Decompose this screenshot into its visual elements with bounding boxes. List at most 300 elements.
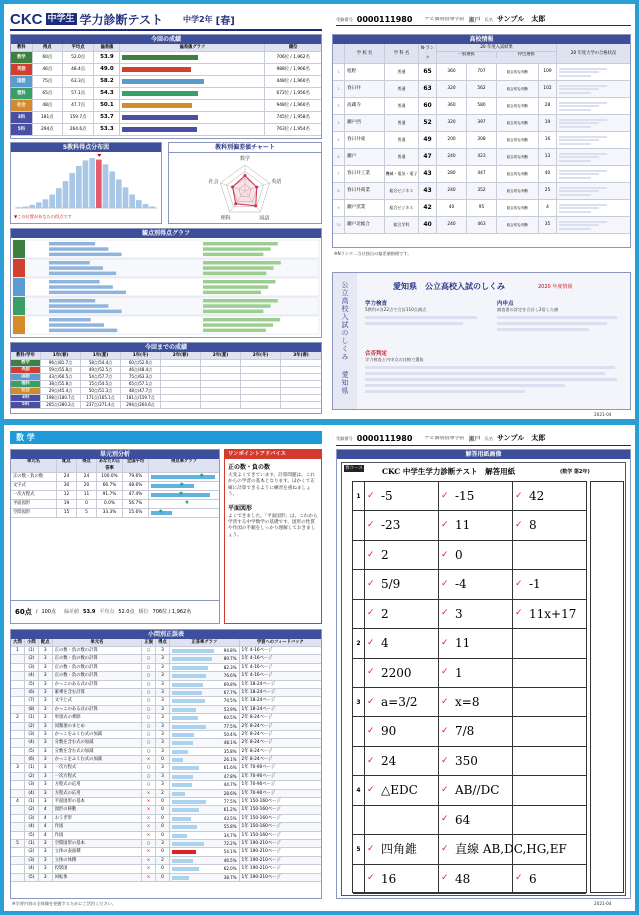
score-col-1: 得点	[33, 44, 63, 51]
score-value: 48点	[33, 100, 63, 111]
history-value: 65点/57.1点	[121, 381, 161, 387]
score-value: 65点	[33, 88, 63, 99]
answer-row	[353, 806, 586, 835]
rank-value: 706位 / 1,962名	[152, 609, 192, 615]
distribution-bar	[56, 188, 62, 208]
question-bar-left	[49, 280, 100, 284]
check-mark-icon: ✓	[367, 843, 375, 854]
check-mark-icon: ✓	[367, 755, 375, 766]
radar-point	[255, 186, 258, 189]
classroom-label-2: 瀬戸	[468, 435, 481, 443]
detail-bar	[172, 766, 199, 770]
detail-graph	[170, 815, 240, 822]
check-mark-icon: ✓	[367, 490, 375, 501]
detail-cell-4: ○	[142, 647, 156, 654]
question-bar-right	[203, 253, 263, 257]
check-mark-icon: ✓	[367, 784, 375, 795]
check-mark-icon: ✓	[441, 873, 449, 884]
answer-sheet-panel	[336, 449, 631, 899]
hs-course: 普通	[385, 64, 419, 80]
hs-nrank: 63	[419, 81, 437, 97]
detail-bar	[172, 725, 206, 729]
score-deviation: 54.3	[94, 88, 120, 99]
detail-bar	[172, 699, 205, 703]
detail-pct: 28.6%	[223, 790, 237, 796]
answer-grid	[352, 481, 587, 893]
detail-feedback: 2年 8-24ページ	[241, 723, 273, 729]
history-col-7: 3年(春)	[293, 353, 309, 358]
advice-panel	[224, 449, 322, 624]
hs-rownum: 8	[333, 183, 345, 199]
history-value: 43点/60.5点	[41, 374, 81, 380]
hs-col-general: 一般選抜	[457, 52, 475, 57]
detail-cell-3: 方程式の応用	[53, 790, 142, 797]
detail-cell-0	[11, 681, 25, 688]
hs-university-line	[559, 136, 607, 138]
hs-special: 総合的な判断	[497, 98, 539, 114]
hs-col-special: 特色選抜	[517, 52, 535, 57]
detail-graph	[170, 647, 240, 654]
dev-bar	[122, 91, 198, 96]
history-table	[10, 342, 322, 414]
detail-cell-1: (2)	[25, 655, 39, 662]
history-value: 171点/165.1点	[81, 395, 121, 401]
answer-cell	[365, 747, 439, 775]
radar-label: 英語	[271, 178, 282, 185]
detail-cell-4: ×	[142, 790, 156, 797]
detail-row	[11, 664, 321, 672]
history-value: 75点/63.3点	[121, 374, 161, 380]
answer-cell	[439, 776, 513, 804]
history-empty	[281, 367, 321, 373]
aichi-side-title: 公立高校入試のしくみ	[341, 281, 349, 361]
detail-cell-5: 3	[156, 664, 170, 671]
question-graph-panel	[10, 228, 322, 338]
distribution-bar	[16, 207, 22, 208]
history-subject: 数学	[11, 360, 41, 366]
detail-pct: 35.8%	[223, 748, 237, 754]
student-id: 0000111980	[356, 14, 413, 24]
detail-bar	[172, 733, 194, 737]
score-average: 159.7点	[63, 112, 95, 123]
hs-general-app: 352	[467, 183, 497, 199]
student-header	[336, 14, 631, 24]
radar-point	[254, 204, 257, 207]
question-bar-right	[203, 285, 268, 289]
analysis-col-5: 得点率グラフ	[171, 459, 197, 464]
question-bar-right	[203, 291, 261, 295]
hs-university-line	[559, 221, 607, 223]
detail-cell-5: 3	[156, 681, 170, 688]
footer-2: 2021-04	[594, 901, 612, 906]
answer-cell	[365, 659, 439, 687]
radar-point	[244, 174, 247, 177]
detail-cell-0	[11, 664, 25, 671]
dev-graph-cell	[120, 88, 265, 99]
aichi-h1: 学力検査	[365, 301, 388, 307]
answer-sheet-grade: (数学 第2年)	[560, 469, 590, 475]
hs-university-line	[559, 194, 591, 196]
question-subject-tab	[13, 297, 25, 315]
detail-cell-5: 0	[156, 865, 170, 872]
question-graph-title: 観点別得点グラフ	[11, 229, 321, 238]
detail-cell-2: 3	[39, 874, 53, 881]
detail-row	[11, 647, 321, 655]
answer-cell	[365, 717, 439, 745]
distribution-bar	[23, 206, 29, 208]
analysis-full: 30	[57, 482, 77, 490]
hs-general-app: 447	[467, 166, 497, 182]
detail-graph	[170, 681, 240, 688]
score-value: 181点	[33, 112, 63, 123]
answer-cell	[439, 747, 513, 775]
detail-cell-3: 投影図	[53, 865, 142, 872]
detail-cell-3: 一次方程式	[53, 764, 142, 771]
score-rank: 745位 / 1,958名	[276, 115, 310, 120]
history-col-0: 教科/学年	[11, 352, 41, 359]
detail-feedback: 1年 4-16ページ	[241, 656, 273, 662]
detail-cell-0: 4	[11, 798, 25, 805]
detail-feedback: 2年 8-24ページ	[241, 748, 273, 754]
detail-cell-2: 3	[39, 764, 53, 771]
answer-row	[353, 747, 586, 776]
history-empty	[201, 367, 241, 373]
aichi-text2: 調査書の評定を合計し2倍した値	[497, 307, 559, 312]
question-bar-left	[49, 247, 108, 251]
rank-label: 順位	[138, 609, 149, 615]
detail-cell-4: ○	[142, 681, 156, 688]
history-subject: 5科	[11, 402, 41, 408]
score-subject: 5科	[11, 124, 33, 135]
detail-feedback: 1年 190-210ページ	[241, 849, 281, 855]
highschool-body	[333, 64, 630, 234]
detail-cell-5: 0	[156, 874, 170, 881]
answer-row	[353, 688, 586, 717]
detail-pct: 62.0%	[223, 866, 237, 872]
history-empty	[161, 402, 201, 408]
detail-bar	[172, 741, 193, 745]
term-label: [春]	[215, 15, 235, 27]
hs-general-cap: 320	[437, 115, 467, 131]
detail-col-5: 得点	[156, 639, 170, 646]
detail-cell-3: 一次方程式	[53, 773, 142, 780]
detail-graph	[170, 790, 240, 797]
detail-feedback: 1年 190-210ページ	[241, 874, 281, 880]
aichi-lines2	[497, 313, 623, 331]
hs-course: 総合ビジネス	[385, 183, 419, 199]
hs-general-cap: 40	[437, 200, 467, 216]
history-row	[11, 360, 321, 367]
detail-bar	[172, 859, 193, 863]
handwritten-answer: 2	[381, 547, 389, 562]
check-mark-icon: ✓	[441, 667, 449, 678]
analysis-got: 0	[77, 500, 97, 508]
analysis-unit: 文字式	[11, 482, 57, 490]
hs-university-line	[559, 126, 591, 128]
radar-point	[234, 202, 237, 205]
answer-cell	[513, 717, 586, 745]
answer-sheet-image	[341, 462, 626, 896]
answer-question-no	[353, 865, 365, 893]
score-col-3: 偏差値	[94, 44, 120, 51]
detail-cell-2: 3	[39, 781, 53, 788]
detail-cell-0	[11, 874, 25, 881]
hs-university	[557, 98, 630, 114]
detail-cell-3: 正の数・負の数の計算	[53, 647, 142, 654]
hs-university-line	[559, 122, 599, 124]
detail-pct: 61.2%	[223, 807, 237, 813]
history-row	[11, 402, 321, 409]
history-value: 29点/45.4点	[41, 388, 81, 394]
detail-cell-2: 4	[39, 823, 53, 830]
history-col-4: 2年(春)	[161, 352, 201, 359]
check-mark-icon: ✓	[441, 608, 449, 619]
detail-cell-2: 3	[39, 714, 53, 721]
detail-cell-3: 方程式の応用	[53, 781, 142, 788]
answer-cell	[365, 511, 439, 539]
history-value: 59点/55.8点	[41, 367, 81, 373]
hs-university	[557, 132, 630, 148]
check-mark-icon: ✓	[367, 549, 375, 560]
detail-bar	[172, 825, 197, 829]
question-bar-right	[203, 318, 280, 322]
hs-rownum: 5	[333, 132, 345, 148]
detail-row	[11, 748, 321, 756]
avg-label: 平均点	[99, 609, 115, 615]
detail-cell-0	[11, 823, 25, 830]
aichi-lines1	[365, 313, 485, 325]
history-row	[11, 395, 321, 402]
score-value: 60点	[33, 52, 63, 63]
score-col-0: 教科	[11, 44, 33, 51]
hs-rownum: 9	[333, 200, 345, 216]
analysis-col-1: 配点	[57, 459, 77, 472]
score-subject: 社会	[11, 100, 33, 111]
answer-cell	[439, 835, 567, 863]
answer-row	[353, 511, 586, 540]
detail-cell-4: ○	[142, 672, 156, 679]
hs-course: 普通	[385, 132, 419, 148]
hs-nrank: 47	[419, 149, 437, 165]
detail-graph	[170, 714, 240, 721]
hs-university-line	[559, 170, 607, 172]
handwritten-answer: -5	[381, 489, 393, 503]
highschool-title: 高校情報	[333, 35, 630, 44]
detail-cell-0	[11, 756, 25, 763]
detail-cell-3: かっこをふくむ式の加減	[53, 731, 142, 738]
detail-graph	[170, 832, 240, 839]
answer-cell	[439, 511, 513, 539]
aichi-h2: 内申点	[497, 301, 514, 307]
hs-university-line	[559, 190, 599, 192]
dev-bar	[122, 115, 198, 120]
hs-general-app: 562	[467, 81, 497, 97]
distribution-bar	[83, 160, 89, 208]
dev-value: 53.9	[83, 608, 96, 615]
detail-cell-1: (2)	[25, 723, 39, 730]
question-bar-right	[203, 266, 274, 270]
detail-cell-4: ×	[142, 756, 156, 763]
subject-title: 数 学	[10, 431, 322, 444]
history-empty	[161, 367, 201, 373]
detail-cell-0: 2	[11, 714, 25, 721]
radar-title: 教科別偏差値チャート	[169, 143, 321, 153]
answer-question-no	[353, 600, 365, 628]
analysis-title: 単元別分析	[11, 450, 219, 459]
detail-cell-0	[11, 857, 25, 864]
student-id-2: 0000111980	[356, 433, 413, 443]
highschool-row	[333, 166, 630, 183]
detail-cell-0	[11, 689, 25, 696]
detail-row	[11, 672, 321, 680]
answer-cell	[513, 659, 586, 687]
analysis-mine: 0.0%	[97, 500, 123, 508]
history-empty	[201, 360, 241, 366]
highschool-row	[333, 132, 630, 149]
student-name: サンプル 太郎	[496, 15, 546, 23]
detail-cell-1: (4)	[25, 790, 39, 797]
distribution-bar	[149, 206, 155, 208]
answer-cell	[513, 600, 586, 628]
detail-cell-2: 3	[39, 773, 53, 780]
hs-special: 総合的な判断	[497, 132, 539, 148]
check-mark-icon: ✓	[367, 696, 375, 707]
detail-cell-5: 3	[156, 672, 170, 679]
hs-special-app: 25	[539, 183, 557, 199]
detail-cell-3: 正の数・負の数の計算	[53, 655, 142, 662]
detail-cell-1: (1)	[25, 647, 39, 654]
handwritten-answer: AB//DC	[455, 783, 500, 798]
detail-cell-5: 3	[156, 697, 170, 704]
history-title: 今回までの成績	[11, 343, 321, 352]
score-col-2: 平均点	[63, 44, 95, 51]
dev-bar	[122, 55, 198, 60]
radar-point	[231, 185, 234, 188]
detail-feedback: 1年 150-160ページ	[241, 815, 281, 821]
report-sheet-1	[4, 4, 635, 419]
score-rank: 948位 / 1,960名	[276, 103, 310, 108]
classroom-label: 瀬戸	[468, 16, 481, 24]
report-header	[10, 10, 235, 28]
detail-cell-3: 単項式の乗除	[53, 714, 142, 721]
history-empty	[161, 395, 201, 401]
detail-feedback: 1年 4-16ページ	[241, 664, 273, 670]
detail-cell-2: 3	[39, 790, 53, 797]
detail-cell-3: 文字と式	[53, 697, 142, 704]
history-value: 198点/180.7点	[41, 395, 81, 401]
hs-school: 瀬戸	[345, 149, 385, 165]
detail-graph	[170, 848, 240, 855]
answer-row	[353, 865, 586, 894]
detail-feedback: 1年 150-160ページ	[241, 799, 281, 805]
hs-general-app: 463	[467, 217, 497, 233]
handwritten-answer: 6	[529, 871, 537, 886]
question-subject-tab	[13, 278, 25, 296]
history-empty	[201, 374, 241, 380]
answer-row	[353, 659, 586, 688]
distribution-chart	[11, 152, 161, 214]
history-value: 50点/51.3点	[81, 388, 121, 394]
analysis-bar	[151, 475, 215, 479]
analysis-header	[11, 459, 219, 473]
hs-university-line	[559, 92, 591, 94]
answer-row	[353, 482, 586, 511]
hs-rownum: 2	[333, 81, 345, 97]
hs-nrank: 49	[419, 132, 437, 148]
hs-university	[557, 64, 630, 80]
detail-cell-3: 立体の体積	[53, 857, 142, 864]
detail-cell-1: (4)	[25, 739, 39, 746]
hs-university-line	[559, 109, 591, 111]
hs-general-cap: 200	[437, 132, 467, 148]
answer-cell	[513, 865, 586, 893]
detail-feedback: 2年 8-24ページ	[241, 731, 273, 737]
hs-special: 総合的な判断	[497, 217, 539, 233]
detail-pct: 43.5%	[223, 815, 237, 821]
handwritten-answer: 350	[455, 753, 478, 768]
check-mark-icon: ✓	[367, 578, 375, 589]
detail-cell-1: (5)	[25, 748, 39, 755]
history-empty	[281, 360, 321, 366]
detail-cell-2: 3	[39, 840, 53, 847]
question-bar-right	[203, 304, 271, 308]
handwritten-answer: 7/8	[455, 724, 475, 739]
detail-bar	[172, 817, 191, 821]
hs-university	[557, 217, 630, 233]
detail-cell-1: (7)	[25, 697, 39, 704]
detail-cell-4: ○	[142, 723, 156, 730]
score-value: 46点	[33, 64, 63, 75]
distribution-bar	[89, 158, 95, 208]
distribution-bar	[123, 187, 129, 208]
question-bar-right	[203, 329, 266, 333]
distribution-bar	[69, 173, 75, 208]
answer-cell	[439, 482, 513, 510]
detail-cell-3: 立体の表面積	[53, 848, 142, 855]
answer-cell	[513, 511, 586, 539]
detail-feedback: 1年 18-24ページ	[241, 681, 276, 687]
detail-cell-1: (1)	[25, 840, 39, 847]
student-header-2	[336, 433, 631, 443]
answer-cell	[439, 717, 513, 745]
detail-cell-0	[11, 790, 25, 797]
analysis-mine: 33.3%	[97, 509, 123, 517]
detail-row	[11, 773, 321, 781]
check-mark-icon: ✓	[441, 726, 449, 737]
detail-cell-0	[11, 815, 25, 822]
history-empty	[241, 367, 281, 373]
detail-cell-3: 分数を含む式の加減	[53, 739, 142, 746]
answer-cell	[365, 600, 439, 628]
distribution-note: ▼この位置があなたの得点です	[14, 214, 72, 219]
distribution-bar	[143, 204, 149, 208]
aichi-text1: 5教科×各22点で合計110点満点	[365, 307, 427, 312]
answer-row	[353, 835, 586, 864]
detail-pct: 67.7%	[223, 689, 237, 695]
advice-p2: よくできました。「平面図形」は、これから学習する中学数学の基礎です。図形の性質や作図の手順をしっかり理解しておきましょう。	[228, 513, 318, 538]
advice-h2: 平面図形	[228, 504, 253, 512]
detail-graph	[170, 865, 240, 872]
analysis-unit: 平面図形	[11, 500, 57, 508]
analysis-got: 24	[77, 473, 97, 481]
detail-row	[11, 790, 321, 798]
hs-university-line	[559, 102, 607, 104]
your-score-marker	[97, 154, 101, 157]
history-empty	[161, 388, 201, 394]
detail-row	[11, 739, 321, 747]
handwritten-answer: 11	[455, 518, 471, 533]
detail-cell-5: 2	[156, 790, 170, 797]
